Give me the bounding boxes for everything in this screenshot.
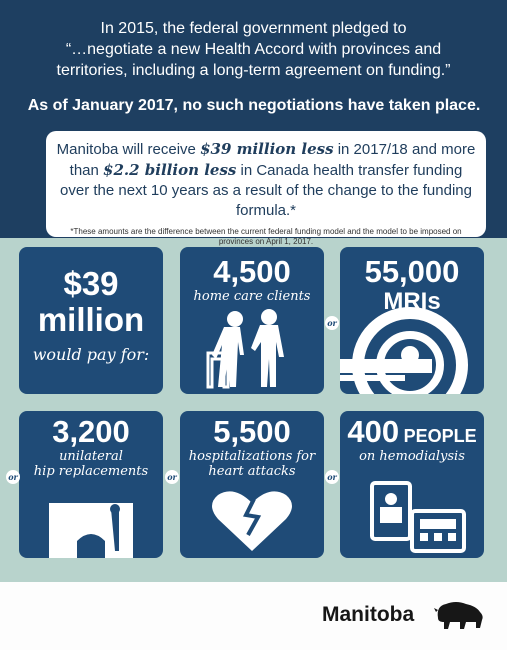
mri-number: 55,000 bbox=[364, 254, 460, 289]
card-home-care bbox=[180, 247, 324, 394]
funding-info-box bbox=[46, 131, 486, 246]
dialysis-caption: on hemodialysis bbox=[359, 449, 465, 464]
or-connector-1: or bbox=[325, 316, 339, 330]
manitoba-wordmark: Manitoba bbox=[322, 603, 415, 626]
intro-line-1: In 2015, the federal government pledged to bbox=[100, 20, 407, 37]
footer-area bbox=[0, 582, 507, 650]
amount-2017: $39 million less bbox=[200, 140, 334, 158]
or-connector-2: or bbox=[6, 470, 20, 484]
card-heart-attacks bbox=[180, 411, 324, 558]
heart-caption-2: heart attacks bbox=[208, 464, 296, 479]
card-hip-replacements bbox=[19, 411, 163, 558]
intro-text bbox=[26, 18, 481, 81]
heart-caption-1: hospitalizations for bbox=[188, 449, 316, 464]
home-care-number: 4,500 bbox=[213, 254, 291, 289]
hip-caption-1: unilateral bbox=[59, 449, 123, 464]
dialysis-label: PEOPLE bbox=[403, 426, 477, 446]
headline: As of January 2017, no such negotiations have taken place. bbox=[27, 97, 481, 114]
mri-caption: MRIs bbox=[383, 288, 441, 315]
home-care-caption: home care clients bbox=[193, 289, 311, 304]
hip-caption-2: hip replacements bbox=[33, 464, 149, 479]
intro-line-3: territories, including a long-term agreement on funding.” bbox=[56, 62, 451, 79]
card-hemodialysis bbox=[340, 411, 484, 558]
hip-number: 3,200 bbox=[52, 414, 130, 449]
footnote: *These amounts are the difference between the current federal funding model and the model to be imposed on provinces on April 1, 2017. bbox=[70, 227, 462, 246]
dialysis-header bbox=[340, 415, 484, 449]
or-connector-4: or bbox=[325, 470, 339, 484]
statement-text-c: in Canada health transfer funding over the next 10 years as a result of the change to the funding formula.* bbox=[60, 162, 472, 219]
card-mri bbox=[340, 247, 484, 394]
statement-text-b: in 2017/18 and more than bbox=[69, 141, 476, 179]
card-39-unit: million bbox=[37, 301, 145, 338]
intro-line-2: “…negotiate a new Health Accord with provinces and bbox=[65, 41, 442, 58]
statement-text-a: Manitoba will receive bbox=[56, 141, 201, 158]
card-39-caption: would pay for: bbox=[32, 345, 150, 364]
heart-number: 5,500 bbox=[213, 414, 291, 449]
card-39-amount: $39 bbox=[63, 265, 119, 302]
funding-statement bbox=[56, 139, 476, 221]
card-39-million bbox=[19, 247, 163, 394]
or-connector-3: or bbox=[165, 470, 179, 484]
bison-icon bbox=[432, 598, 488, 632]
dialysis-number: 400 bbox=[347, 414, 400, 449]
amount-10-years: $2.2 billion less bbox=[103, 161, 237, 179]
